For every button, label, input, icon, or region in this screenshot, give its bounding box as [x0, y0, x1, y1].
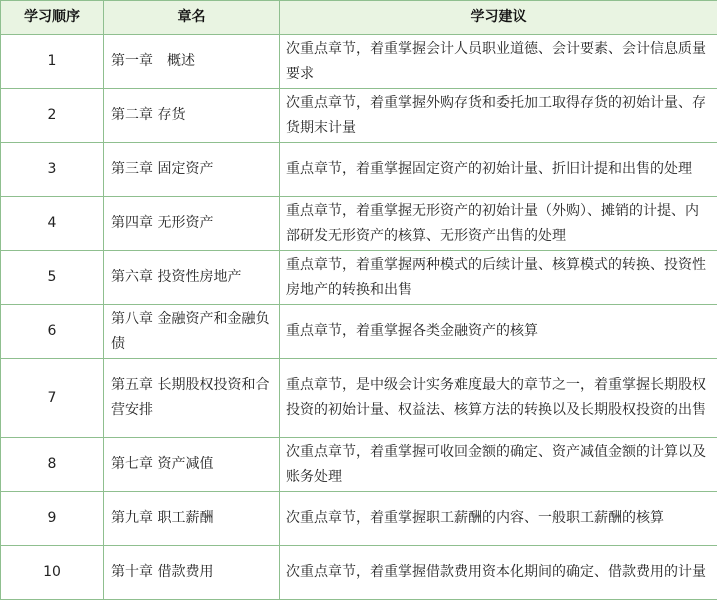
table-row	[1, 546, 717, 600]
row-advice: 重点章节，是中级会计实务难度最大的章节之一，着重掌握长期股权投资的初始计量、权益法、核算方法的转换以及长期股权投资的出售	[280, 359, 717, 438]
row-order: 6	[1, 305, 104, 359]
row-advice: 次重点章节，着重掌握可收回金额的确定、资产减值金额的计算以及账务处理	[280, 438, 717, 492]
row-chapter: 第二章 存货	[104, 89, 280, 143]
row-chapter: 第四章 无形资产	[104, 197, 280, 251]
row-chapter: 第九章 职工薪酬	[104, 492, 280, 546]
table-row	[1, 35, 717, 89]
row-chapter: 第六章 投资性房地产	[104, 251, 280, 305]
table-row	[1, 359, 717, 438]
row-advice: 次重点章节，着重掌握会计人员职业道德、会计要素、会计信息质量要求	[280, 35, 717, 89]
table-row	[1, 89, 717, 143]
row-order: 10	[1, 546, 104, 600]
row-order: 1	[1, 35, 104, 89]
row-order: 3	[1, 143, 104, 197]
row-order: 5	[1, 251, 104, 305]
table-header-row	[1, 1, 717, 35]
row-advice: 重点章节，着重掌握两种模式的后续计量、核算模式的转换、投资性房地产的转换和出售	[280, 251, 717, 305]
row-advice: 次重点章节，着重掌握借款费用资本化期间的确定、借款费用的计量	[280, 546, 717, 600]
row-chapter: 第一章 概述	[104, 35, 280, 89]
table-row	[1, 143, 717, 197]
row-chapter: 第三章 固定资产	[104, 143, 280, 197]
table-row	[1, 305, 717, 359]
table-row	[1, 438, 717, 492]
row-advice: 重点章节，着重掌握无形资产的初始计量（外购）、摊销的计提、内部研发无形资产的核算、无形资产出售的处理	[280, 197, 717, 251]
header-order: 学习顺序	[1, 1, 104, 35]
row-chapter: 第十章 借款费用	[104, 546, 280, 600]
row-order: 8	[1, 438, 104, 492]
header-chapter: 章名	[104, 1, 280, 35]
row-advice: 次重点章节，着重掌握职工薪酬的内容、一般职工薪酬的核算	[280, 492, 717, 546]
table-row	[1, 197, 717, 251]
header-advice: 学习建议	[280, 1, 717, 35]
row-advice: 次重点章节，着重掌握外购存货和委托加工取得存货的初始计量、存货期末计量	[280, 89, 717, 143]
row-order: 2	[1, 89, 104, 143]
row-chapter: 第八章 金融资产和金融负债	[104, 305, 280, 359]
row-chapter: 第五章 长期股权投资和合营安排	[104, 359, 280, 438]
row-chapter: 第七章 资产减值	[104, 438, 280, 492]
row-advice: 重点章节，着重掌握固定资产的初始计量、折旧计提和出售的处理	[280, 143, 717, 197]
row-order: 4	[1, 197, 104, 251]
row-order: 7	[1, 359, 104, 438]
row-advice: 重点章节，着重掌握各类金融资产的核算	[280, 305, 717, 359]
table-row	[1, 492, 717, 546]
table-row	[1, 251, 717, 305]
row-order: 9	[1, 492, 104, 546]
